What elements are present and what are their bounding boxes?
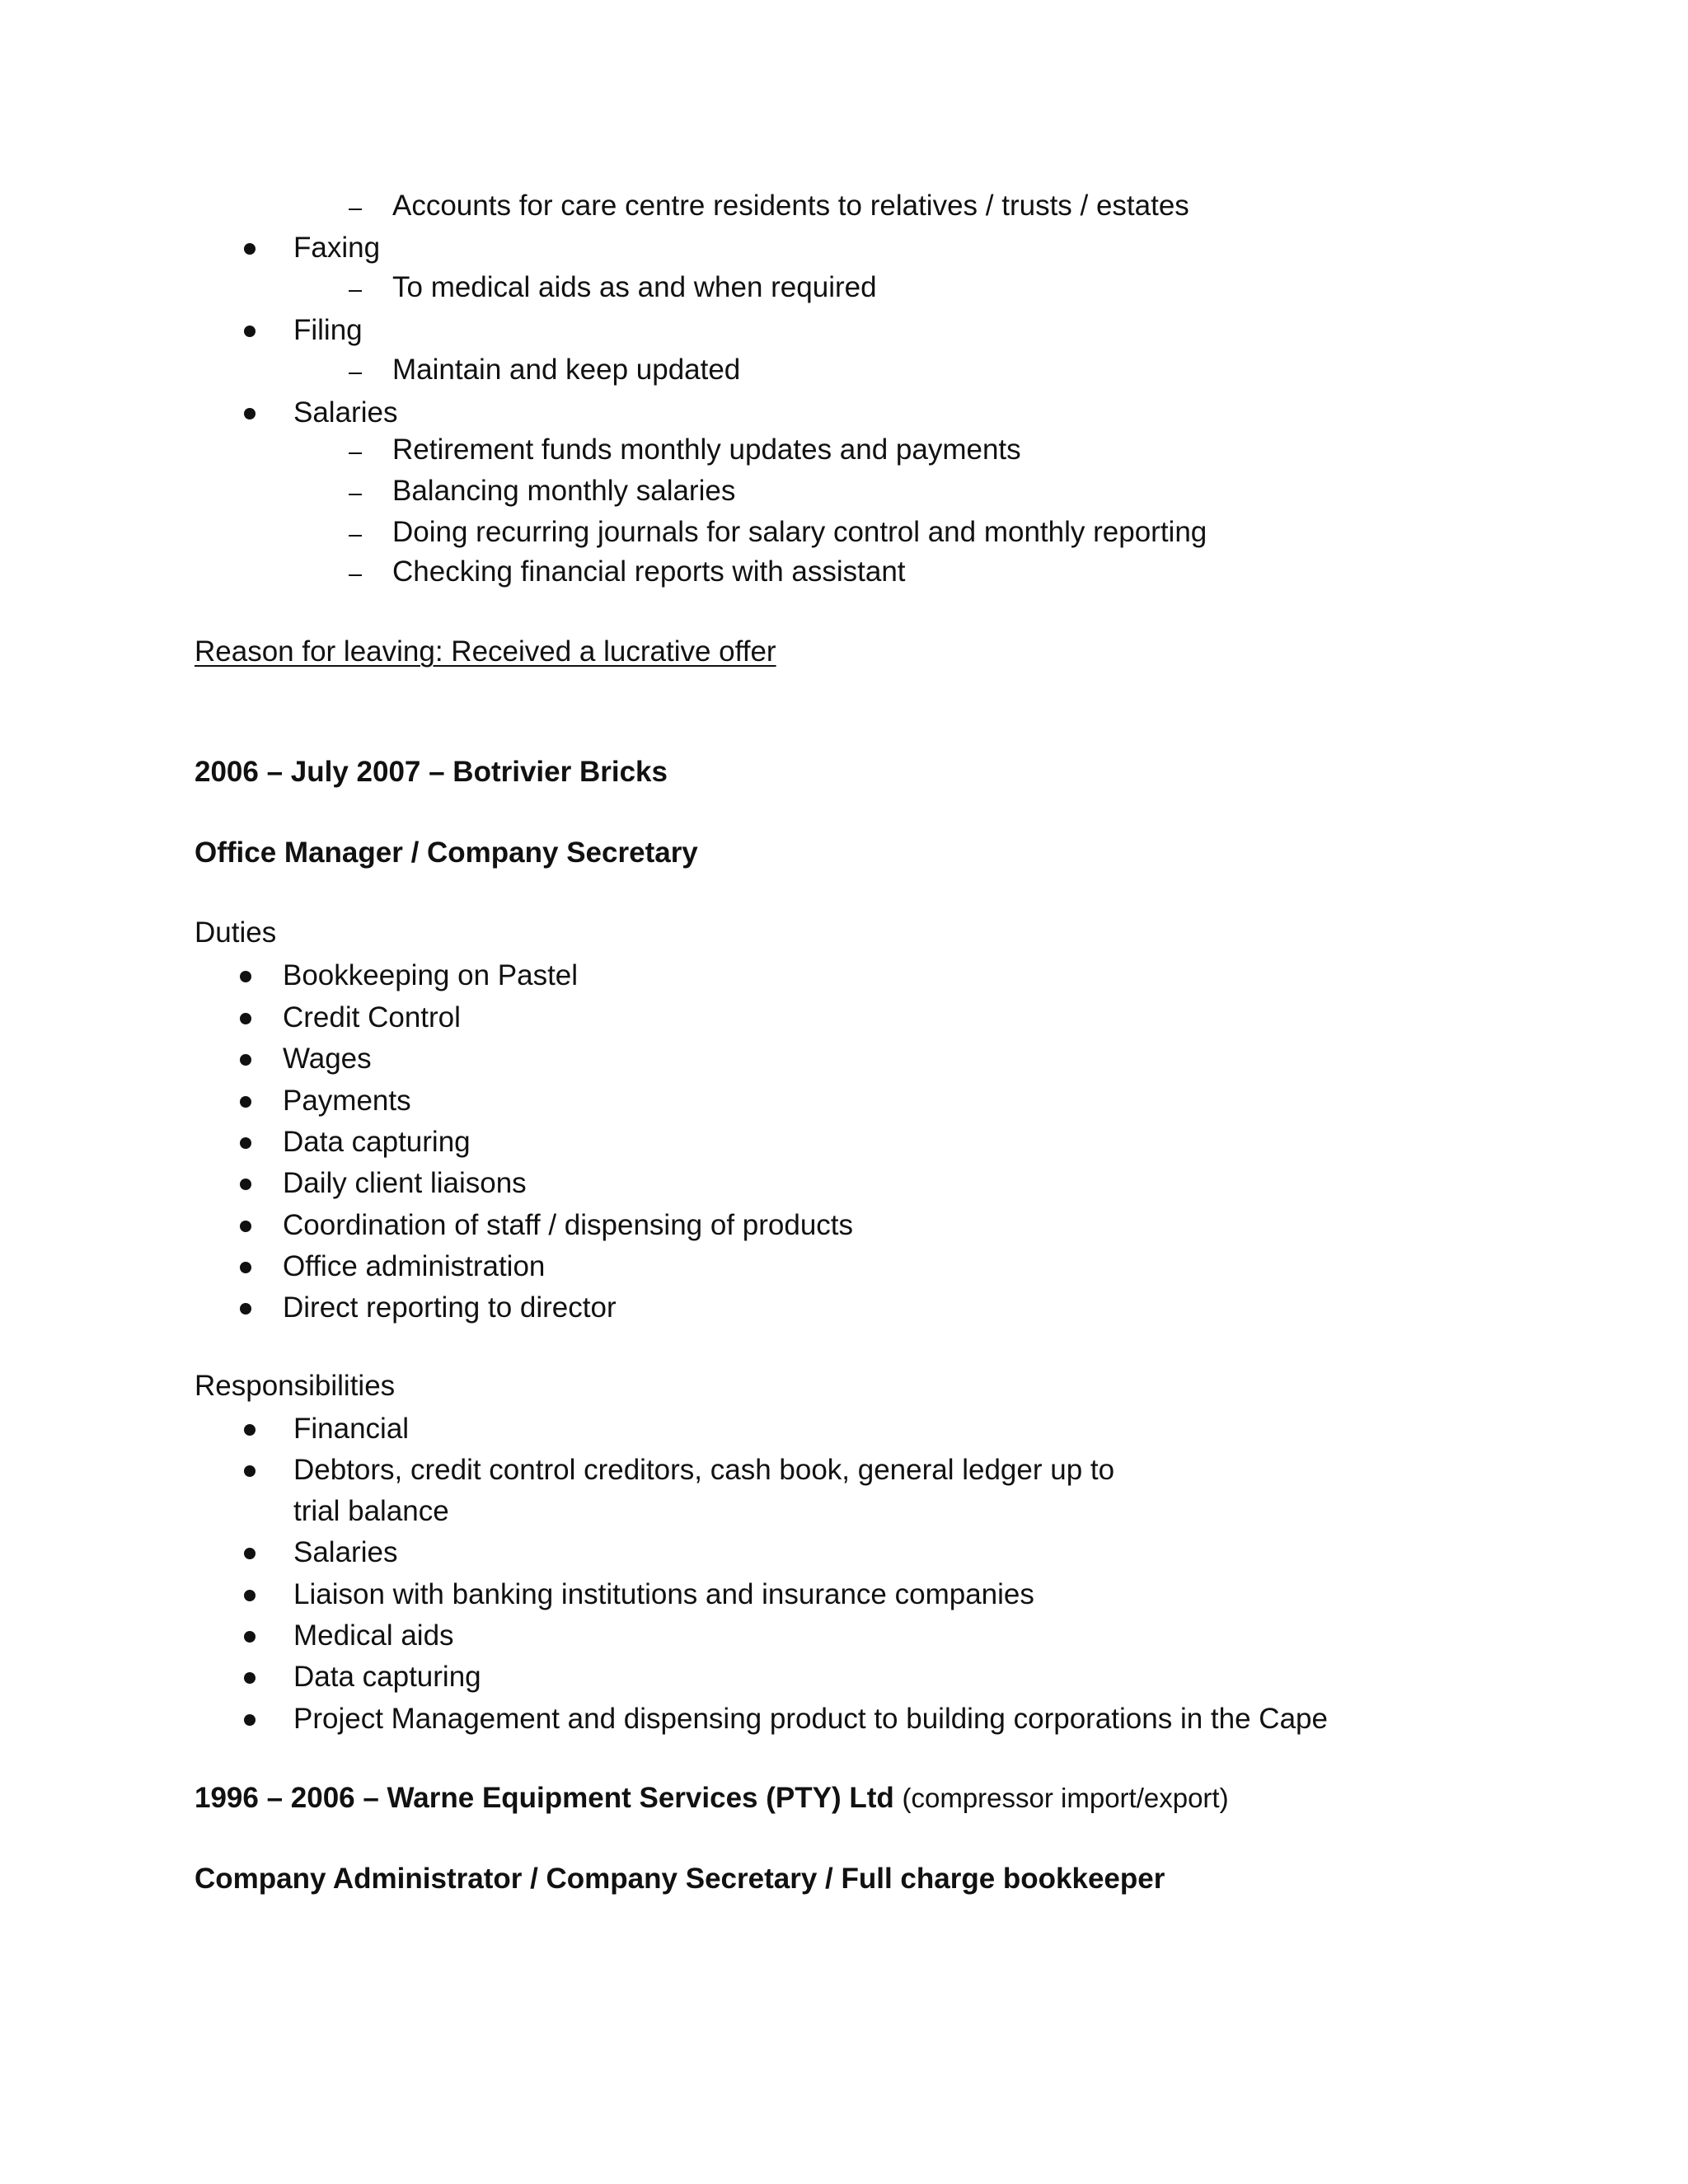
list-item: Payments <box>283 1085 411 1117</box>
list-item: Salaries <box>293 396 398 429</box>
bullet-marker <box>244 408 256 419</box>
list-item: Liaison with banking institutions and insurance companies <box>293 1578 1034 1610</box>
bullet-marker <box>240 1096 251 1108</box>
list-item: Direct reporting to director <box>283 1291 617 1324</box>
reason-for-leaving: Reason for leaving: Received a lucrative offer <box>195 635 776 668</box>
bullet-marker <box>240 1179 251 1190</box>
responsibilities-label: Responsibilities <box>195 1370 396 1402</box>
dash-marker <box>349 373 362 374</box>
bullet-marker <box>240 1262 251 1273</box>
list-item: Checking financial reports with assistant <box>392 555 906 588</box>
list-item: To medical aids as and when required <box>392 271 877 303</box>
bullet-marker <box>244 1714 256 1726</box>
bullet-marker <box>244 326 256 337</box>
bullet-marker <box>240 1303 251 1315</box>
duties-label: Duties <box>195 916 277 949</box>
list-item: Doing recurring journals for salary control and monthly reporting <box>392 516 1207 548</box>
list-item: Coordination of staff / dispensing of products <box>283 1209 854 1241</box>
list-item: Credit Control <box>283 1001 461 1033</box>
list-item: Bookkeeping on Pastel <box>283 959 579 991</box>
dash-marker <box>349 494 362 495</box>
bullet-marker <box>244 1590 256 1601</box>
dash-marker <box>349 452 362 454</box>
bullet-marker <box>240 1221 251 1232</box>
list-item: Filing <box>293 314 363 346</box>
list-item: Faxing <box>293 232 381 264</box>
list-item: Medical aids <box>293 1619 454 1652</box>
bullet-marker <box>244 1424 256 1436</box>
dash-marker <box>349 209 362 210</box>
bullet-marker <box>240 1013 251 1024</box>
job-role-heading: Company Administrator / Company Secretary / Full charge bookkeeper <box>195 1863 1165 1895</box>
list-item: Salaries <box>293 1536 398 1568</box>
job-period-heading: 2006 – July 2007 – Botrivier Bricks <box>195 756 668 788</box>
job-period-heading <box>195 1781 1229 1816</box>
dash-marker <box>349 535 362 537</box>
list-item: Accounts for care centre residents to relatives / trusts / estates <box>392 190 1189 222</box>
list-item: Data capturing <box>283 1126 471 1158</box>
bullet-marker <box>240 1054 251 1066</box>
list-item: Balancing monthly salaries <box>392 475 736 507</box>
job-role-heading: Office Manager / Company Secretary <box>195 837 698 869</box>
bullet-marker <box>244 1672 256 1684</box>
dash-marker <box>349 290 362 292</box>
list-item: Wages <box>283 1043 372 1075</box>
dash-marker <box>349 574 362 576</box>
job-period-text: 1996 – 2006 – Warne Equipment Services (PTY) Ltd <box>195 1782 894 1814</box>
list-item: Maintain and keep updated <box>392 354 741 386</box>
bullet-marker <box>244 243 256 255</box>
bullet-marker <box>244 1548 256 1559</box>
list-item-continuation: trial balance <box>293 1495 449 1527</box>
list-item: Financial <box>293 1413 410 1445</box>
list-item: Project Management and dispensing product to building corporations in the Cape <box>293 1703 1328 1735</box>
bullet-marker <box>244 1631 256 1643</box>
job-period-note: (compressor import/export) <box>902 1783 1229 1813</box>
list-item: Daily client liaisons <box>283 1167 527 1199</box>
list-item: Office administration <box>283 1250 546 1282</box>
bullet-marker <box>244 1465 256 1477</box>
list-item: Debtors, credit control creditors, cash book, general ledger up to <box>293 1454 1115 1486</box>
bullet-marker <box>240 971 251 982</box>
list-item: Retirement funds monthly updates and payments <box>392 434 1021 466</box>
bullet-marker <box>240 1137 251 1149</box>
list-item: Data capturing <box>293 1661 481 1693</box>
